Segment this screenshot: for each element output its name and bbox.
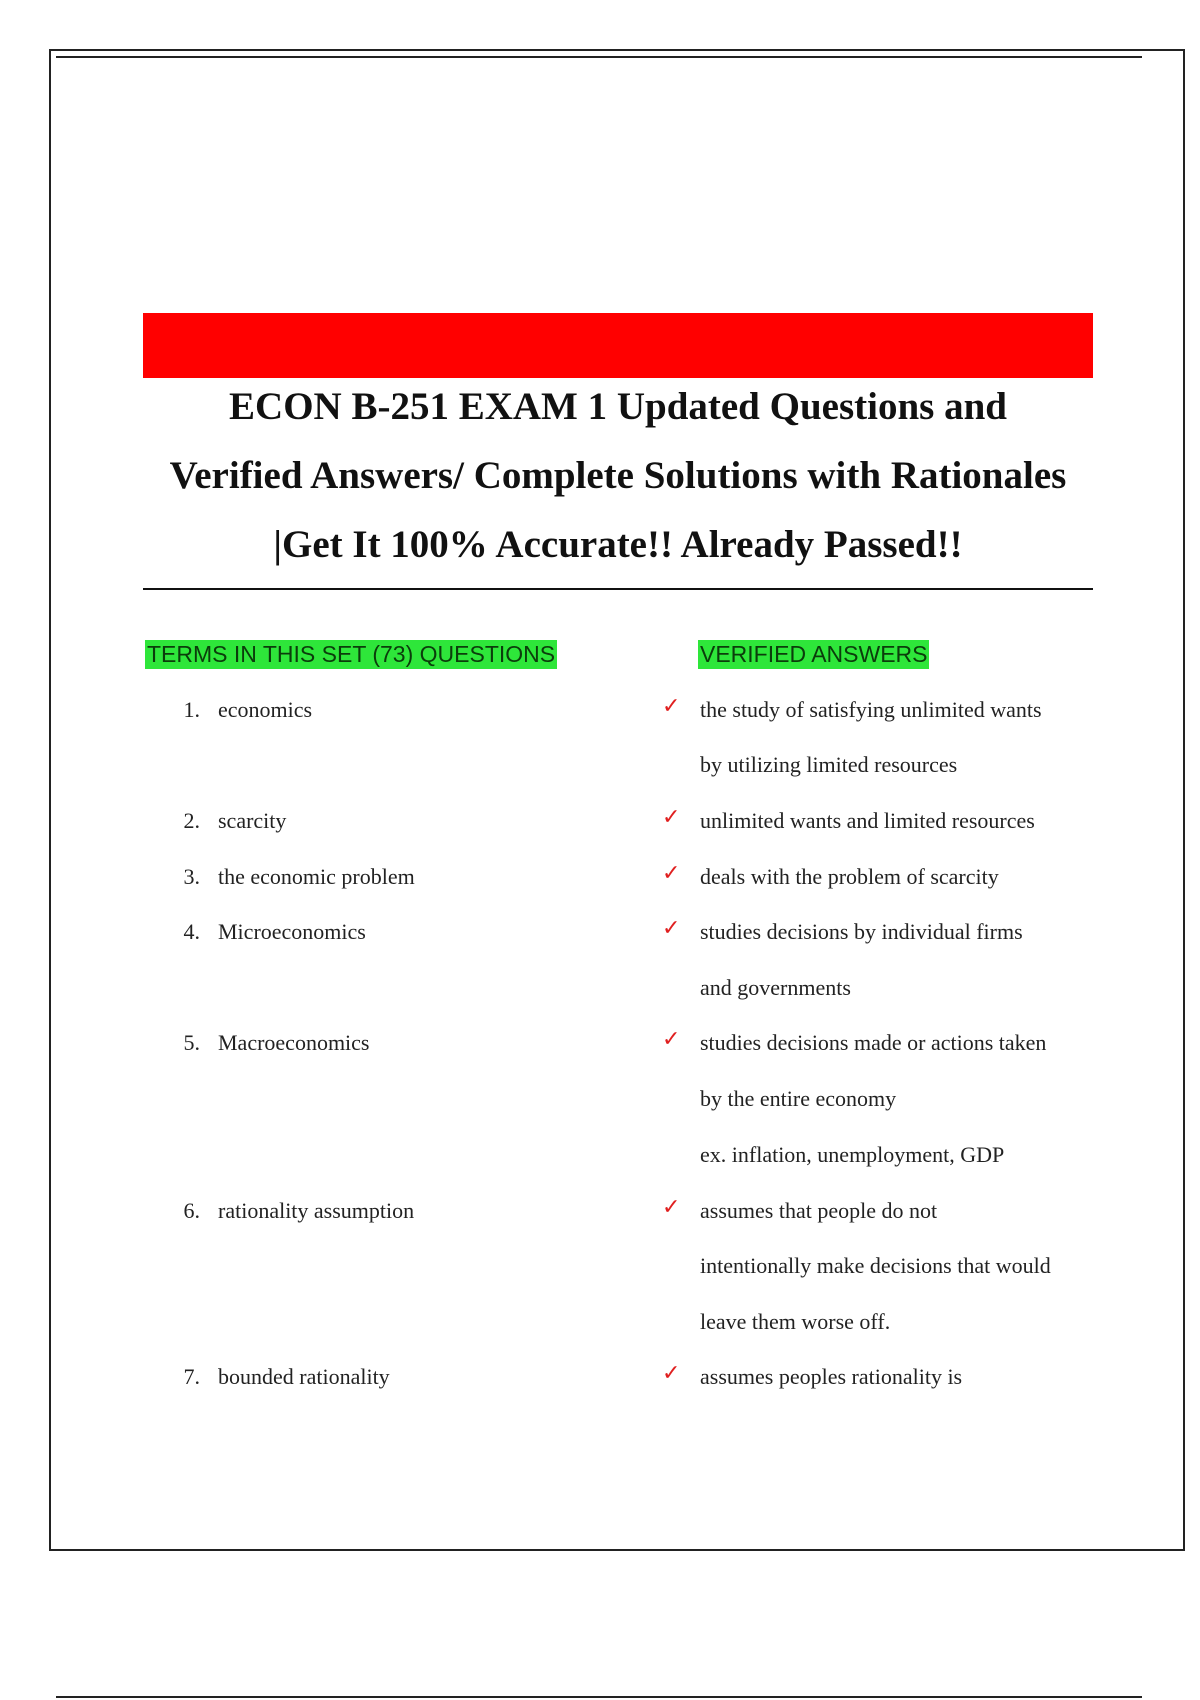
answer-line: assumes that people do not <box>700 1198 938 1223</box>
question-term: rationality assumption <box>218 1198 415 1223</box>
answer-line: ex. inflation, unemployment, GDP <box>700 1142 1005 1167</box>
question-number: 2. <box>183 808 200 833</box>
answer-line: studies decisions made or actions taken <box>700 1030 1047 1055</box>
check-icon: ✓ <box>662 1027 681 1052</box>
title-line-2: Verified Answers/ Complete Solutions with Rationales <box>169 454 1067 497</box>
check-icon: ✓ <box>662 1361 681 1386</box>
bottom-divider <box>56 1696 1142 1698</box>
top-divider <box>56 56 1142 58</box>
question-term: Microeconomics <box>218 919 366 944</box>
question-term: bounded rationality <box>218 1364 390 1389</box>
answer-line: unlimited wants and limited resources <box>700 808 1035 833</box>
document-title <box>143 372 1093 579</box>
check-icon: ✓ <box>662 805 681 830</box>
answer-line: leave them worse off. <box>700 1309 891 1334</box>
answer-line: and governments <box>700 975 851 1000</box>
check-icon: ✓ <box>662 694 681 719</box>
question-number: 5. <box>183 1030 200 1055</box>
question-number: 6. <box>183 1198 200 1223</box>
answer-line: intentionally make decisions that would <box>700 1253 1051 1278</box>
answer-line: deals with the problem of scarcity <box>700 864 999 889</box>
answer-line: assumes peoples rationality is <box>700 1364 963 1389</box>
answer-line: by utilizing limited resources <box>700 752 958 777</box>
title-line-3: |Get It 100% Accurate!! Already Passed!! <box>273 523 963 566</box>
question-term: scarcity <box>218 808 287 833</box>
question-number: 1. <box>183 697 200 722</box>
title-line-1: ECON B-251 EXAM 1 Updated Questions and <box>229 385 1007 428</box>
check-icon: ✓ <box>662 861 681 886</box>
check-icon: ✓ <box>662 916 681 941</box>
answer-line: the study of satisfying unlimited wants <box>700 697 1042 722</box>
answers-header: VERIFIED ANSWERS <box>700 641 928 667</box>
answer-line: studies decisions by individual firms <box>700 919 1023 944</box>
answer-line: by the entire economy <box>700 1086 897 1111</box>
check-icon: ✓ <box>662 1195 681 1220</box>
page-frame <box>49 49 1185 1551</box>
question-number: 4. <box>183 919 200 944</box>
red-banner <box>143 313 1093 378</box>
question-number: 7. <box>183 1364 200 1389</box>
question-term: Macroeconomics <box>218 1030 370 1055</box>
question-number: 3. <box>183 864 200 889</box>
terms-header: TERMS IN THIS SET (73) QUESTIONS <box>147 641 556 667</box>
title-divider <box>143 588 1093 590</box>
question-term: economics <box>218 697 313 722</box>
question-term: the economic problem <box>218 864 415 889</box>
